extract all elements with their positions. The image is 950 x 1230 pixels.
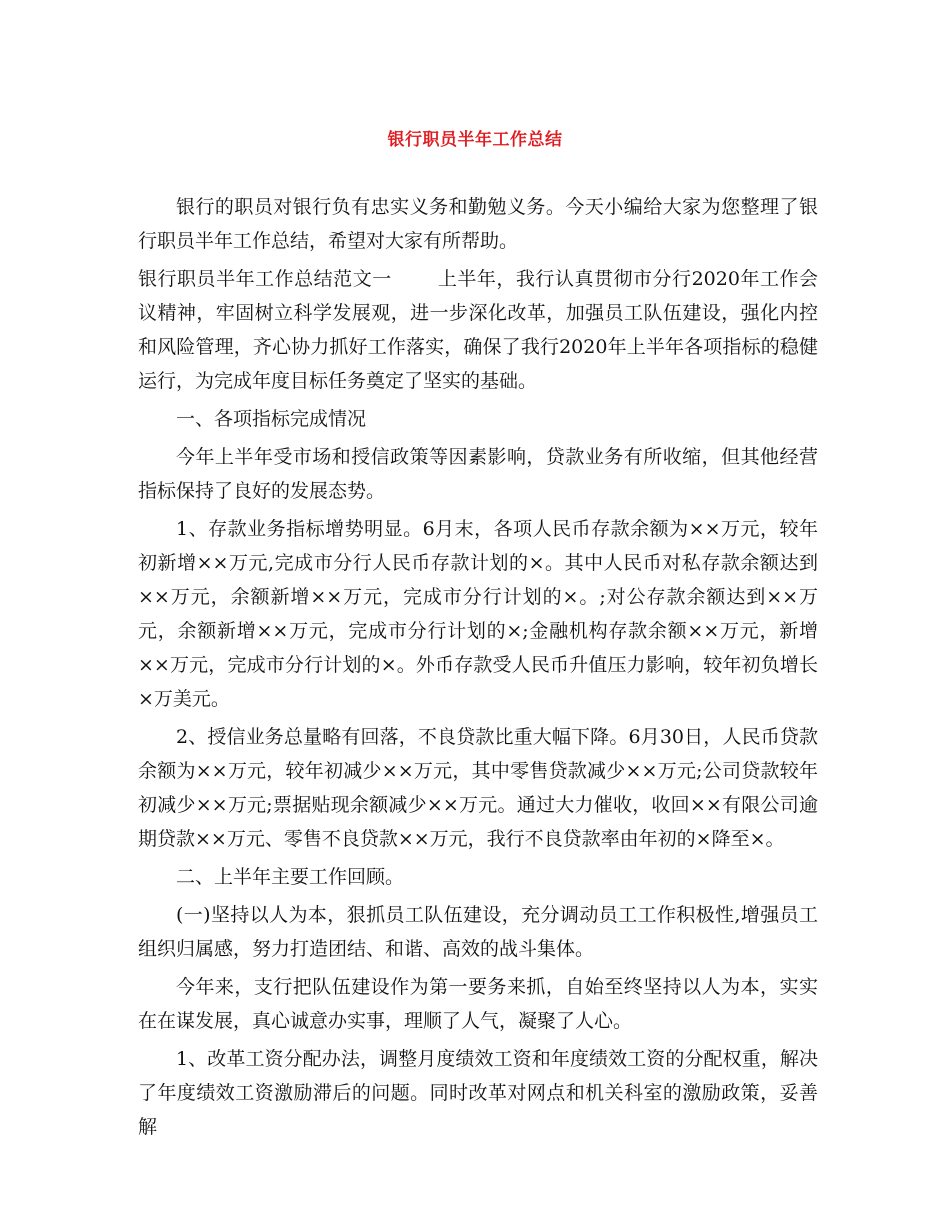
paragraph-team-building: 今年来，支行把队伍建设作为第一要务来抓，自始至终坚持以人为本，实实在在谋发展，真心诚意办实事，理顺了人气，凝聚了人心。 [138,976,818,1032]
paragraph-sample-heading [138,262,818,398]
paragraph-credit-business: 2、授信业务总量略有回落，不良贷款比重大幅下降。6月30日，人民币贷款余额为××万元，较年初减少××万元，其中零售贷款减少××万元;公司贷款较年初减少××万元;票据贴现余额减少××万元。通过大力催收，收回××有限公司逾期贷款××万元、零售不良贷款××万元，我行不良贷款率由年初的×降至×。 [138,726,818,850]
paragraph-people-oriented: (一)坚持以人为本，狠抓员工队伍建设，充分调动员工工作积极性,增强员工组织归属感，努力打造团结、和谐、高效的战斗集体。 [138,904,818,960]
section-heading-indicators: 一、各项指标完成情况 [176,408,367,430]
paragraph-salary-reform: 1、改革工资分配办法，调整月度绩效工资和年度绩效工资的分配权重，解决了年度绩效工资激励滞后的问题。同时改革对网点和机关科室的激励政策，妥善解 [138,1048,818,1138]
sample-heading-label: 银行职员半年工作总结范文一 [138,268,392,290]
paragraph-intro: 银行的职员对银行负有忠实义务和勤勉义务。今天小编给大家为您整理了银行职员半年工作总结，希望对大家有所帮助。 [138,196,818,252]
paragraph-first-half-summary: 上半年，我行认真贯彻市分行2020年工作会议精神，牢固树立科学发展观，进一步深化改革，加强员工队伍建设，强化内控和风险管理，齐心协力抓好工作落实，确保了我行2020年上半年各项指标的稳健运行，为完成年度目标任务奠定了坚实的基础。 [138,268,818,392]
document-body [138,190,818,1148]
document-title: 银行职员半年工作总结 [387,130,563,150]
paragraph-market-impact: 今年上半年受市场和授信政策等因素影响，贷款业务有所收缩，但其他经营指标保持了良好的发展态势。 [138,446,818,502]
section-heading-work-review: 二、上半年主要工作回顾。 [176,866,405,888]
paragraph-deposit-business: 1、存款业务指标增势明显。6月末，各项人民币存款余额为××万元，较年初新增××万元,完成市分行人民币存款计划的×。其中人民币对私存款余额达到××万元，余额新增××万元，完成市分行计划的×。;对公存款余额达到××万元，余额新增××万元，完成市分行计划的×;金融机构存款余额××万元，新增××万元，完成市分行计划的×。外币存款受人民币升值压力影响，较年初负增长×万美元。 [138,518,818,710]
